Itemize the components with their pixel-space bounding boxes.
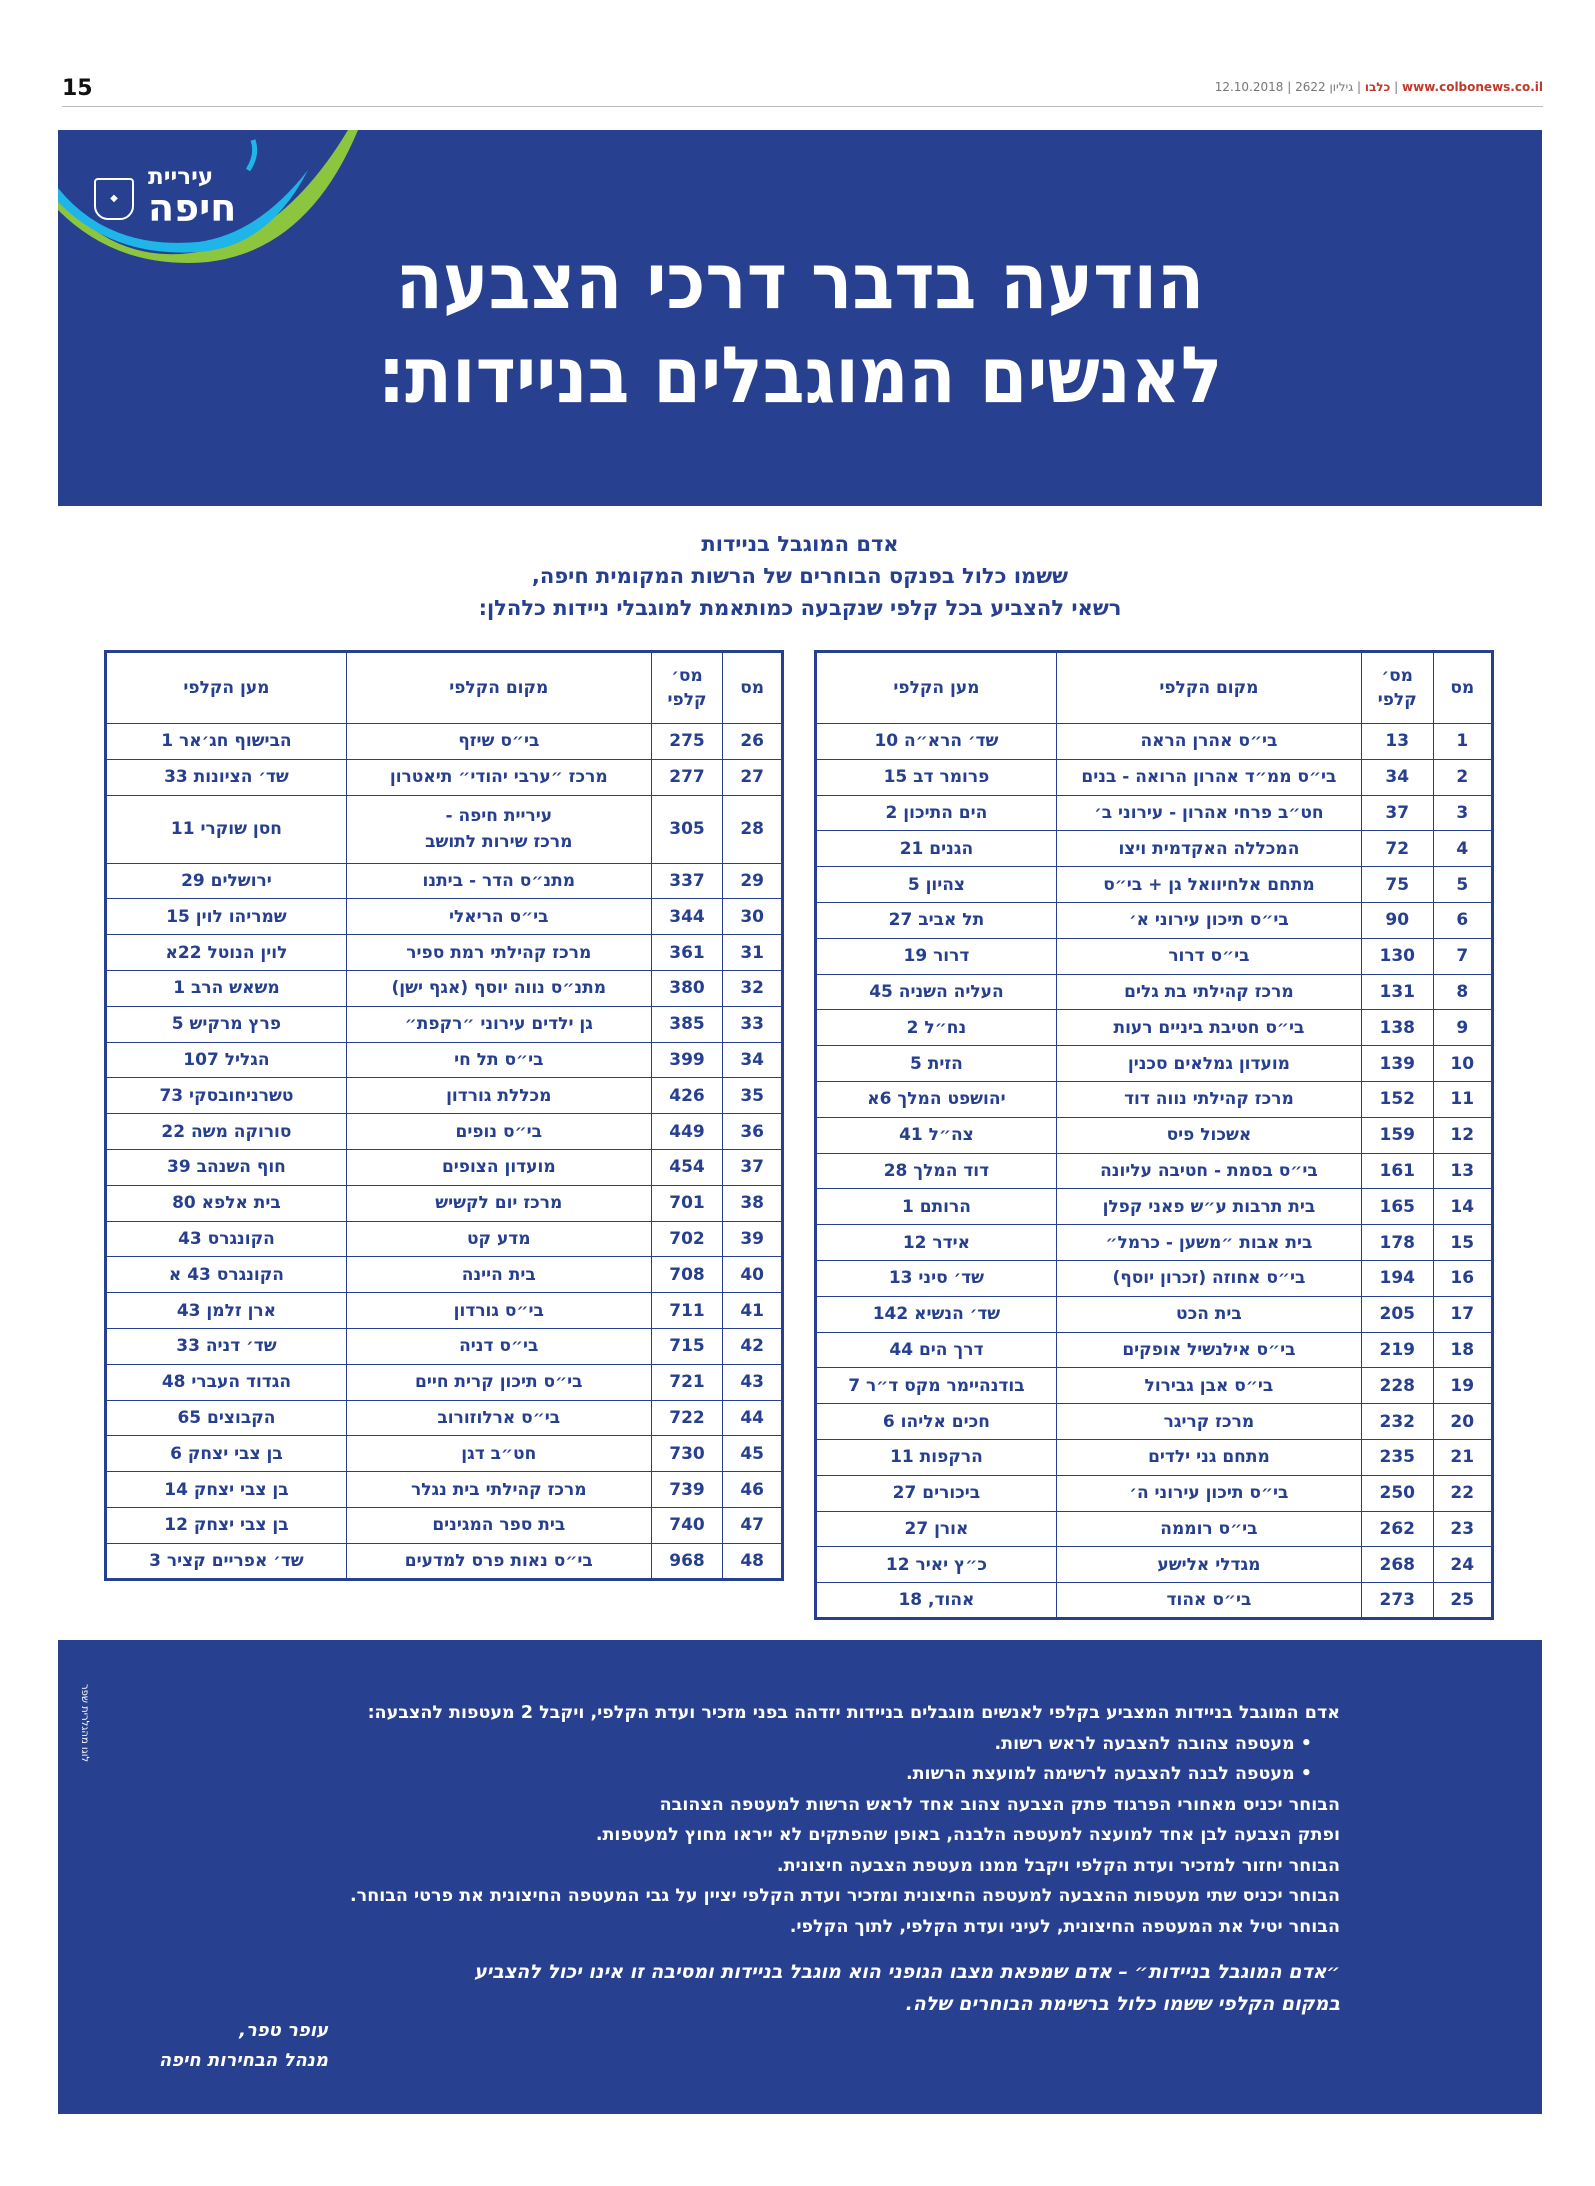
cell-num: 40: [723, 1257, 783, 1293]
table-row: [816, 759, 1493, 795]
table-row: [106, 1078, 783, 1114]
cell-place: המכללה האקדמית ויצו: [1056, 831, 1361, 867]
cell-poll-number: 722: [651, 1400, 723, 1436]
cell-poll-number: 721: [651, 1364, 723, 1400]
cell-poll-number: 361: [651, 935, 723, 971]
cell-num: 46: [723, 1472, 783, 1508]
cell-num: 31: [723, 935, 783, 971]
cell-poll-number: 273: [1361, 1583, 1433, 1619]
cell-place: מועדון הצופים: [346, 1149, 651, 1185]
cell-place: בי״ס דרור: [1056, 938, 1361, 974]
cell-address: הים התיכון 2: [816, 795, 1057, 831]
table-row: [816, 1475, 1493, 1511]
table-body: [816, 724, 1493, 1619]
cell-num: 29: [723, 863, 783, 899]
cell-address: סורוקה משה 22: [106, 1114, 347, 1150]
table-row: [106, 1006, 783, 1042]
cell-poll-number: 34: [1361, 759, 1433, 795]
cell-num: 39: [723, 1221, 783, 1257]
cell-poll-number: 337: [651, 863, 723, 899]
col-header-poll: מס׳ קלפי: [651, 652, 723, 724]
instruction-para: ופתק הצבעה לבן אחד למועצה למעטפה הלבנה, באופן שהפתקים לא ייראו מחוץ למעטפות.: [595, 1825, 1340, 1845]
table-row: [816, 902, 1493, 938]
cell-address: יהושפט המלך 6א: [816, 1081, 1057, 1117]
cell-num: 20: [1433, 1404, 1492, 1440]
table-row: [106, 899, 783, 935]
cell-place: מגדלי אלישע: [1056, 1547, 1361, 1583]
cell-poll-number: 37: [1361, 795, 1433, 831]
signature-block: [108, 2016, 328, 2076]
cell-place: בית תרבות ע״ש פאני קפלן: [1056, 1189, 1361, 1225]
cell-place: בי״ס דניה: [346, 1328, 651, 1364]
logo-text-main: חיפה: [148, 186, 237, 230]
cell-num: 36: [723, 1114, 783, 1150]
instruction-para: הבוחר יטיל את המעטפה החיצונית, לעיני ועדת הקלפי, לתוך הקלפי.: [789, 1916, 1340, 1937]
cell-poll-number: 250: [1361, 1475, 1433, 1511]
cell-num: 41: [723, 1293, 783, 1329]
cell-address: לוין הנוטל 22א: [106, 935, 347, 971]
intro-line-3: רשאי להצביע בכל קלפי שנקבעה כמותאמת למוגבלי ניידות כלהלן:: [478, 596, 1122, 620]
table-row: [106, 1293, 783, 1329]
instruction-para: הבוחר יכניס שתי מעטפות ההצבעה למעטפה החיצונית ומזכיר ועדת הקלפי יציין על גבי המעטפה החיצונית את פרטי הבוחר.: [350, 1886, 1340, 1906]
cell-poll-number: 426: [651, 1078, 723, 1114]
cell-place: בי״ס תל חי: [346, 1042, 651, 1078]
cell-poll-number: 138: [1361, 1010, 1433, 1046]
cell-address: ירושלים 29: [106, 863, 347, 899]
cell-num: 38: [723, 1185, 783, 1221]
cell-address: הרקפות 11: [816, 1439, 1057, 1475]
cell-place: מתחם גני ילדים: [1056, 1439, 1361, 1475]
cell-place: מרכז קהילתי בית נגלר: [346, 1472, 651, 1508]
cell-address: דרור 19: [816, 938, 1057, 974]
intro-text: [200, 528, 1400, 624]
newspaper-info: www.colbonews.co.il | כלבו | גיליון 2622 | 12.10.2018: [1214, 80, 1543, 94]
cell-address: שמריהו לוין 15: [106, 899, 347, 935]
cell-num: 43: [723, 1364, 783, 1400]
signer-name: עופר טפר,: [239, 2020, 328, 2041]
cell-num: 5: [1433, 867, 1492, 903]
cell-poll-number: 13: [1361, 724, 1433, 760]
cell-address: הבישוף חג׳אר 1: [106, 724, 347, 760]
cell-poll-number: 152: [1361, 1081, 1433, 1117]
cell-num: 11: [1433, 1081, 1492, 1117]
intro-line-1: אדם המוגבל בניידות: [701, 532, 899, 556]
table-row: [816, 831, 1493, 867]
table-row: [106, 1149, 783, 1185]
cell-num: 45: [723, 1436, 783, 1472]
cell-address: שד׳ הנשיא 142: [816, 1296, 1057, 1332]
title-banner: [58, 130, 1542, 506]
cell-address: פרומר דב 15: [816, 759, 1057, 795]
table-row: [816, 1296, 1493, 1332]
table-row: [816, 867, 1493, 903]
cell-address: חוף השנהב 39: [106, 1149, 347, 1185]
table-body: [106, 724, 783, 1580]
definition-quote: [240, 1956, 1340, 2020]
cell-address: שד׳ הציונות 33: [106, 759, 347, 795]
cell-num: 44: [723, 1400, 783, 1436]
table-row: [106, 935, 783, 971]
cell-place: מועדון גמלאים סכנין: [1056, 1046, 1361, 1082]
cell-address: ביכורים 27: [816, 1475, 1057, 1511]
table-row: [816, 1404, 1493, 1440]
cell-poll-number: 380: [651, 970, 723, 1006]
table-row: [816, 1332, 1493, 1368]
table-row: [816, 1260, 1493, 1296]
table-row: [106, 1221, 783, 1257]
cell-poll-number: 219: [1361, 1332, 1433, 1368]
table-row: [106, 1185, 783, 1221]
cell-place: מרכז קהילתי בת גלים: [1056, 974, 1361, 1010]
cell-place: בית היינה: [346, 1257, 651, 1293]
table-row: [106, 724, 783, 760]
cell-address: טשרניחובסקי 73: [106, 1078, 347, 1114]
table-row: [816, 938, 1493, 974]
cell-address: דוד המלך 28: [816, 1153, 1057, 1189]
cell-address: הרותם 1: [816, 1189, 1057, 1225]
instruction-para: הבוחר יכניס מאחורי הפרגוד פתק הצבעה צהוב אחד לראש הרשות למעטפה הצהובה: [659, 1794, 1340, 1815]
cell-address: נח״ל 2: [816, 1010, 1057, 1046]
table-row: [816, 1010, 1493, 1046]
cell-poll-number: 178: [1361, 1225, 1433, 1261]
cell-place: בי״ס ממ״ד אהרון הרואה - בנים: [1056, 759, 1361, 795]
signer-title: מנהל הבחירות חיפה: [158, 2050, 328, 2071]
cell-num: 13: [1433, 1153, 1492, 1189]
cell-num: 3: [1433, 795, 1492, 831]
table-row: [106, 863, 783, 899]
cell-place: בי״ס אהוד: [1056, 1583, 1361, 1619]
cell-num: 24: [1433, 1547, 1492, 1583]
table-row: [106, 1114, 783, 1150]
col-header-addr: מען הקלפי: [106, 652, 347, 724]
cell-poll-number: 268: [1361, 1547, 1433, 1583]
cell-poll-number: 968: [651, 1543, 723, 1579]
cell-place: בי״ס תיכון עירוני ה׳: [1056, 1475, 1361, 1511]
cell-poll-number: 708: [651, 1257, 723, 1293]
instruction-para: אדם המוגבל בניידות המצביע בקלפי לאנשים מוגבלים בניידות יזדהה בפני מזכיר ועדת הקלפי, ויקבל 2 מעטפות להצבעה:: [367, 1703, 1340, 1723]
cell-address: העליה השניה 45: [816, 974, 1057, 1010]
cell-poll-number: 90: [1361, 902, 1433, 938]
cell-place: בי״ס אהרן הראה: [1056, 724, 1361, 760]
cell-poll-number: 262: [1361, 1511, 1433, 1547]
table-row: [816, 1547, 1493, 1583]
paper-name: כלבו: [1364, 80, 1391, 94]
cell-address: שד׳ סיני 13: [816, 1260, 1057, 1296]
cell-poll-number: 235: [1361, 1439, 1433, 1475]
cell-place: בית ספר המגינים: [346, 1507, 651, 1543]
table-header-row: [106, 652, 783, 724]
cell-place: בי״ס תיכון עירוני א׳: [1056, 902, 1361, 938]
table-row: [106, 759, 783, 795]
cell-place: מרכז קהילתי נווה דוד: [1056, 1081, 1361, 1117]
cell-poll-number: 454: [651, 1149, 723, 1185]
cell-address: הגליל 107: [106, 1042, 347, 1078]
cell-place: מרכז יום לקשיש: [346, 1185, 651, 1221]
cell-poll-number: 701: [651, 1185, 723, 1221]
cell-poll-number: 711: [651, 1293, 723, 1329]
cell-num: 1: [1433, 724, 1492, 760]
cell-address: בן צבי יצחק 6: [106, 1436, 347, 1472]
cell-address: כ״ץ יאיר 12: [816, 1547, 1057, 1583]
table-row: [816, 1117, 1493, 1153]
cell-poll-number: 730: [651, 1436, 723, 1472]
table-row: [816, 1511, 1493, 1547]
cell-address: הקונגרס 43 א: [106, 1257, 347, 1293]
cell-num: 15: [1433, 1225, 1492, 1261]
cell-place: מרכז קריגר: [1056, 1404, 1361, 1440]
table-row: [816, 974, 1493, 1010]
cell-num: 7: [1433, 938, 1492, 974]
table-row: [816, 1153, 1493, 1189]
cell-poll-number: 139: [1361, 1046, 1433, 1082]
col-header-num: מס: [1433, 652, 1492, 724]
cell-address: הזית 5: [816, 1046, 1057, 1082]
cell-address: שד׳ אפריים קציר 3: [106, 1543, 347, 1579]
cell-num: 48: [723, 1543, 783, 1579]
cell-num: 42: [723, 1328, 783, 1364]
cell-num: 25: [1433, 1583, 1492, 1619]
cell-poll-number: 702: [651, 1221, 723, 1257]
cell-place: בי״ס הריאלי: [346, 899, 651, 935]
cell-poll-number: 344: [651, 899, 723, 935]
cell-num: 34: [723, 1042, 783, 1078]
cell-address: שד׳ דניה 33: [106, 1328, 347, 1364]
cell-num: 28: [723, 795, 783, 863]
cell-address: הגדוד העברי 48: [106, 1364, 347, 1400]
cell-poll-number: 277: [651, 759, 723, 795]
cell-num: 26: [723, 724, 783, 760]
cell-place: בית אבות ״משען - כרמל״: [1056, 1225, 1361, 1261]
cell-place: בי״ס שיזף: [346, 724, 651, 760]
table-row: [106, 1364, 783, 1400]
cell-address: חסן שוקרי 11: [106, 795, 347, 863]
cell-place: חט״ב פרחי אהרון - עירוני ב׳: [1056, 795, 1361, 831]
cell-poll-number: 275: [651, 724, 723, 760]
polling-table-right: [814, 650, 1494, 1620]
cell-num: 32: [723, 970, 783, 1006]
cell-place: בי״ס אבן גבירול: [1056, 1368, 1361, 1404]
table-row: [106, 1328, 783, 1364]
page-number: 15: [62, 76, 93, 101]
cell-place: אשכול פיס: [1056, 1117, 1361, 1153]
cell-num: 18: [1433, 1332, 1492, 1368]
cell-poll-number: 161: [1361, 1153, 1433, 1189]
cell-address: ארן זלמן 43: [106, 1293, 347, 1329]
table-row: [106, 795, 783, 863]
cell-poll-number: 232: [1361, 1404, 1433, 1440]
cell-poll-number: 159: [1361, 1117, 1433, 1153]
cell-address: הקבוצים 65: [106, 1400, 347, 1436]
page-title: [349, 235, 1250, 423]
cell-poll-number: 131: [1361, 974, 1433, 1010]
cell-poll-number: 305: [651, 795, 723, 863]
cell-num: 8: [1433, 974, 1492, 1010]
site-url[interactable]: www.colbonews.co.il: [1402, 80, 1543, 94]
cell-place: מדע קט: [346, 1221, 651, 1257]
cell-place: בי״ס רוממה: [1056, 1511, 1361, 1547]
cell-place: בי״ס תיכון קרית חיים: [346, 1364, 651, 1400]
table-row: [816, 724, 1493, 760]
cell-poll-number: 385: [651, 1006, 723, 1042]
cell-place: גן ילדים עירוני ״רקפת״: [346, 1006, 651, 1042]
table-row: [106, 970, 783, 1006]
cell-address: בן צבי יצחק 12: [106, 1507, 347, 1543]
cell-poll-number: 72: [1361, 831, 1433, 867]
cell-place: בי״ס ארלוזורוב: [346, 1400, 651, 1436]
cell-poll-number: 739: [651, 1472, 723, 1508]
quote-line-2: במקום הקלפי ששמו כלול ברשימת הבוחרים שלה.: [905, 1993, 1340, 2015]
table-row: [106, 1400, 783, 1436]
table-row: [816, 1439, 1493, 1475]
col-header-poll: מס׳ קלפי: [1361, 652, 1433, 724]
cell-address: בן צבי יצחק 14: [106, 1472, 347, 1508]
cell-place: בי״ס נופים: [346, 1114, 651, 1150]
col-header-addr: מען הקלפי: [816, 652, 1057, 724]
cell-num: 22: [1433, 1475, 1492, 1511]
table-row: [816, 1046, 1493, 1082]
col-header-num: מס: [723, 652, 783, 724]
city-emblem-icon: ◆: [94, 178, 134, 220]
cell-address: שד׳ הרא״ה 10: [816, 724, 1057, 760]
cell-place: חט״ב דגן: [346, 1436, 651, 1472]
cell-num: 47: [723, 1507, 783, 1543]
table-row: [816, 1225, 1493, 1261]
cell-place: מתנ״ס נווה יוסף (אגף ישן): [346, 970, 651, 1006]
cell-place: מכללת גורדון: [346, 1078, 651, 1114]
cell-poll-number: 165: [1361, 1189, 1433, 1225]
cell-num: 19: [1433, 1368, 1492, 1404]
cell-num: 10: [1433, 1046, 1492, 1082]
table-row: [106, 1042, 783, 1078]
cell-poll-number: 194: [1361, 1260, 1433, 1296]
cell-num: 33: [723, 1006, 783, 1042]
table-row: [106, 1472, 783, 1508]
table-row: [816, 795, 1493, 831]
cell-place: בי״ס גורדון: [346, 1293, 651, 1329]
cell-place: בי״ס בסמת - חטיבה עליונה: [1056, 1153, 1361, 1189]
cell-poll-number: 130: [1361, 938, 1433, 974]
cell-address: חכים אליהו 6: [816, 1404, 1057, 1440]
table-row: [816, 1189, 1493, 1225]
table-row: [106, 1257, 783, 1293]
instruction-para: הבוחר יחזור למזכיר ועדת הקלפי ויקבל ממנו מעטפת הצבעה חיצונית.: [776, 1855, 1340, 1876]
cell-address: בית אלפא 80: [106, 1185, 347, 1221]
cell-num: 27: [723, 759, 783, 795]
cell-num: 9: [1433, 1010, 1492, 1046]
cell-num: 37: [723, 1149, 783, 1185]
table-row: [816, 1583, 1493, 1619]
cell-num: 35: [723, 1078, 783, 1114]
cell-address: פרץ מרקיש 5: [106, 1006, 347, 1042]
issue-number: גיליון 2622: [1295, 80, 1354, 94]
cell-num: 16: [1433, 1260, 1492, 1296]
cell-place: מרכז ״ערבי יהודי״ תיאטרון: [346, 759, 651, 795]
cell-address: משאש הרב 1: [106, 970, 347, 1006]
cell-num: 23: [1433, 1511, 1492, 1547]
header-rule: [62, 106, 1543, 107]
title-line-2: לאנשים המוגבלים בניידות:: [377, 331, 1223, 421]
cell-place: מתחם אלחיוואל גן + בי״ס: [1056, 867, 1361, 903]
table-row: [106, 1507, 783, 1543]
table-row: [106, 1436, 783, 1472]
cell-num: 12: [1433, 1117, 1492, 1153]
cell-poll-number: 399: [651, 1042, 723, 1078]
cell-num: 6: [1433, 902, 1492, 938]
cell-address: אידר 12: [816, 1225, 1057, 1261]
cell-address: צהיון 5: [816, 867, 1057, 903]
cell-place: בי״ס חטיבת ביניים רעות: [1056, 1010, 1361, 1046]
cell-place: עיריית חיפה - מרכז שירות לתושב: [346, 795, 651, 863]
cell-poll-number: 75: [1361, 867, 1433, 903]
cell-num: 30: [723, 899, 783, 935]
cell-address: צה״ל 41: [816, 1117, 1057, 1153]
cell-place: מתנ״ס הדר - ביתנו: [346, 863, 651, 899]
issue-date: 12.10.2018: [1214, 80, 1284, 94]
table-header-row: [816, 652, 1493, 724]
title-line-1: הודעה בדבר דרכי הצבעה: [395, 237, 1205, 327]
logo-text-top: עיריית: [148, 164, 214, 190]
cell-address: תל אביב 27: [816, 902, 1057, 938]
table-row: [816, 1081, 1493, 1117]
cell-num: 17: [1433, 1296, 1492, 1332]
cell-address: אהוד, 18: [816, 1583, 1057, 1619]
instructions-box: [58, 1640, 1542, 2114]
cell-place: בי״ס אילנשיל אופקים: [1056, 1332, 1361, 1368]
cell-address: הגנים 21: [816, 831, 1057, 867]
cell-num: 21: [1433, 1439, 1492, 1475]
cell-poll-number: 205: [1361, 1296, 1433, 1332]
instruction-bullet: • מעטפה צהובה להצבעה לראש רשות.: [994, 1733, 1312, 1754]
cell-place: בי״ס אחוזה (זכרון יוסף): [1056, 1260, 1361, 1296]
polling-table-left: [104, 650, 784, 1581]
cell-poll-number: 449: [651, 1114, 723, 1150]
photo-credit: לוגו מהגלרית שפר: [79, 1684, 90, 1763]
cell-address: בודנהיימר מקס ד״ר 7: [816, 1368, 1057, 1404]
col-header-place: מקום הקלפי: [346, 652, 651, 724]
cell-place: בית הכט: [1056, 1296, 1361, 1332]
instruction-bullet: • מעטפה לבנה להצבעה לרשימה למועצת הרשות.: [905, 1764, 1312, 1784]
instructions-text: [240, 1698, 1340, 1942]
cell-address: דרך הים 44: [816, 1332, 1057, 1368]
cell-poll-number: 740: [651, 1507, 723, 1543]
table-row: [106, 1543, 783, 1579]
cell-num: 2: [1433, 759, 1492, 795]
table-row: [816, 1368, 1493, 1404]
cell-num: 4: [1433, 831, 1492, 867]
cell-num: 14: [1433, 1189, 1492, 1225]
col-header-place: מקום הקלפי: [1056, 652, 1361, 724]
cell-poll-number: 715: [651, 1328, 723, 1364]
intro-line-2: ששמו כלול בפנקס הבוחרים של הרשות המקומית חיפה,: [531, 564, 1069, 588]
cell-place: מרכז קהילתי רמת ספיר: [346, 935, 651, 971]
cell-place: בי״ס נאות פרס למדעים: [346, 1543, 651, 1579]
cell-address: אורן 27: [816, 1511, 1057, 1547]
cell-address: הקונגרס 43: [106, 1221, 347, 1257]
quote-line-1: ״אדם המוגבל בניידות״ – אדם שמפאת מצבו הגופני הוא מוגבל בניידות ומסיבה זו אינו יכול להצביע: [474, 1961, 1340, 1983]
cell-poll-number: 228: [1361, 1368, 1433, 1404]
